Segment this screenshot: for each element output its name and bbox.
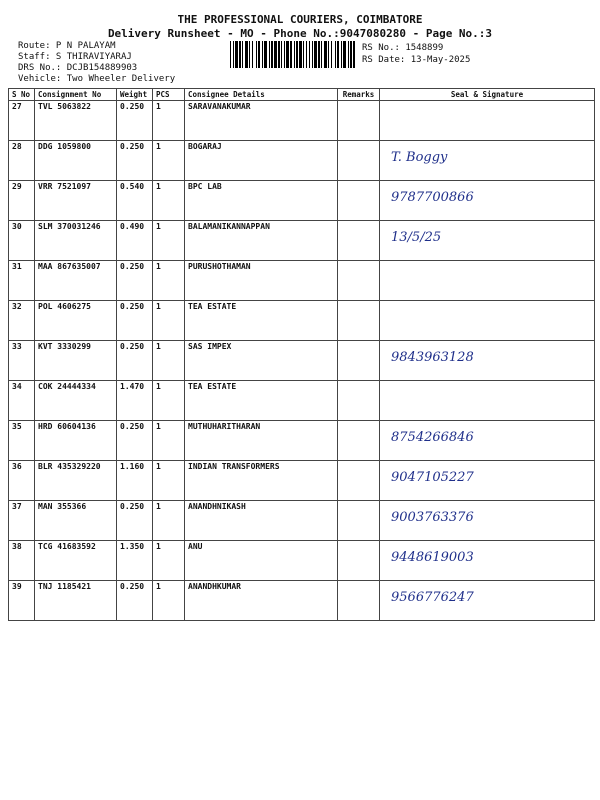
- table-row: [9, 101, 595, 141]
- table-row: [9, 541, 595, 581]
- cell-remarks: [338, 581, 380, 621]
- cell-sno: 31: [9, 261, 35, 301]
- cell-remarks: [338, 381, 380, 421]
- handwritten-signature: 9566776247: [391, 590, 474, 605]
- handwritten-signature: 9003763376: [391, 510, 474, 525]
- cell-remarks: [338, 261, 380, 301]
- staff-label: Staff: S THIRAVIYARAJ: [18, 52, 132, 62]
- cell-signature: [380, 581, 595, 621]
- vehicle-label: Vehicle: Two Wheeler Delivery: [18, 74, 176, 84]
- cell-sno: 30: [9, 221, 35, 261]
- cell-consignment: POL 4606275: [35, 301, 117, 341]
- runsheet-subtitle: Delivery Runsheet - MO - Phone No.:9047080280 - Page No.:3: [107, 27, 493, 40]
- cell-remarks: [338, 541, 380, 581]
- cell-signature: [380, 381, 595, 421]
- cell-sno: 32: [9, 301, 35, 341]
- cell-signature: [380, 181, 595, 221]
- cell-pcs: 1: [153, 261, 185, 301]
- cell-sno: 34: [9, 381, 35, 421]
- cell-consignee: ANANDHKUMAR: [185, 581, 338, 621]
- col-consignee: Consignee Details: [185, 89, 338, 101]
- cell-weight: 0.250: [117, 501, 153, 541]
- table-row: [9, 341, 595, 381]
- col-remarks: Remarks: [338, 89, 380, 101]
- cell-weight: 0.250: [117, 101, 153, 141]
- table-row: [9, 461, 595, 501]
- cell-signature: [380, 141, 595, 181]
- route-label: Route: P N PALAYAM: [18, 41, 116, 51]
- handwritten-signature: 9843963128: [391, 350, 474, 365]
- cell-consignee: BPC LAB: [185, 181, 338, 221]
- cell-consignment: COK 24444334: [35, 381, 117, 421]
- cell-consignee: INDIAN TRANSFORMERS: [185, 461, 338, 501]
- cell-pcs: 1: [153, 541, 185, 581]
- cell-remarks: [338, 221, 380, 261]
- cell-pcs: 1: [153, 501, 185, 541]
- cell-pcs: 1: [153, 301, 185, 341]
- cell-consignment: HRD 60604136: [35, 421, 117, 461]
- col-consignment: Consignment No: [35, 89, 117, 101]
- cell-consignee: BALAMANIKANNAPPAN: [185, 221, 338, 261]
- cell-weight: 0.250: [117, 421, 153, 461]
- cell-weight: 0.490: [117, 221, 153, 261]
- cell-consignee: TEA ESTATE: [185, 381, 338, 421]
- cell-weight: 0.250: [117, 301, 153, 341]
- cell-pcs: 1: [153, 381, 185, 421]
- cell-remarks: [338, 461, 380, 501]
- col-sno: S No: [9, 89, 35, 101]
- cell-weight: 0.250: [117, 261, 153, 301]
- rs-date: RS Date: 13-May-2025: [362, 55, 471, 65]
- table-row: [9, 501, 595, 541]
- cell-signature: [380, 301, 595, 341]
- cell-consignment: TCG 41683592: [35, 541, 117, 581]
- cell-sno: 36: [9, 461, 35, 501]
- cell-remarks: [338, 301, 380, 341]
- cell-consignment: KVT 3330299: [35, 341, 117, 381]
- cell-consignment: DDG 1059800: [35, 141, 117, 181]
- handwritten-signature: 13/5/25: [391, 230, 442, 245]
- handwritten-signature: 9787700866: [391, 190, 474, 205]
- cell-remarks: [338, 141, 380, 181]
- cell-weight: 0.540: [117, 181, 153, 221]
- cell-consignment: MAN 355366: [35, 501, 117, 541]
- table-row: [9, 221, 595, 261]
- table-row: [9, 261, 595, 301]
- cell-sno: 33: [9, 341, 35, 381]
- cell-consignment: SLM 370031246: [35, 221, 117, 261]
- cell-sno: 35: [9, 421, 35, 461]
- cell-weight: 1.470: [117, 381, 153, 421]
- cell-pcs: 1: [153, 341, 185, 381]
- cell-pcs: 1: [153, 181, 185, 221]
- cell-signature: [380, 101, 595, 141]
- cell-pcs: 1: [153, 421, 185, 461]
- cell-signature: [380, 221, 595, 261]
- handwritten-signature: 8754266846: [391, 430, 474, 445]
- cell-consignee: ANU: [185, 541, 338, 581]
- table-row: [9, 381, 595, 421]
- cell-weight: 1.160: [117, 461, 153, 501]
- col-signature: Seal & Signature: [380, 89, 595, 101]
- cell-consignee: SARAVANAKUMAR: [185, 101, 338, 141]
- cell-remarks: [338, 501, 380, 541]
- cell-sno: 39: [9, 581, 35, 621]
- drs-label: DRS No.: DCJB154889903: [18, 63, 138, 73]
- cell-remarks: [338, 181, 380, 221]
- cell-weight: 0.250: [117, 141, 153, 181]
- cell-consignee: TEA ESTATE: [185, 301, 338, 341]
- company-title: THE PROFESSIONAL COURIERS, COIMBATORE: [177, 13, 423, 26]
- cell-consignment: MAA 867635007: [35, 261, 117, 301]
- cell-pcs: 1: [153, 221, 185, 261]
- cell-weight: 0.250: [117, 341, 153, 381]
- cell-consignment: TNJ 1185421: [35, 581, 117, 621]
- table-row: [9, 181, 595, 221]
- cell-consignee: PURUSHOTHAMAN: [185, 261, 338, 301]
- cell-sno: 38: [9, 541, 35, 581]
- col-weight: Weight: [117, 89, 153, 101]
- cell-remarks: [338, 101, 380, 141]
- cell-consignment: VRR 7521097: [35, 181, 117, 221]
- handwritten-signature: T. Boggy: [391, 150, 448, 165]
- cell-sno: 27: [9, 101, 35, 141]
- handwritten-signature: 9047105227: [391, 470, 474, 485]
- cell-remarks: [338, 421, 380, 461]
- cell-sno: 29: [9, 181, 35, 221]
- cell-consignment: BLR 435329220: [35, 461, 117, 501]
- col-pcs: PCS: [153, 89, 185, 101]
- table-row: [9, 421, 595, 461]
- cell-pcs: 1: [153, 101, 185, 141]
- cell-pcs: 1: [153, 581, 185, 621]
- cell-consignment: TVL 5063822: [35, 101, 117, 141]
- cell-signature: [380, 461, 595, 501]
- cell-signature: [380, 341, 595, 381]
- rs-number: RS No.: 1548899: [362, 43, 444, 53]
- cell-signature: [380, 261, 595, 301]
- table-row: [9, 301, 595, 341]
- table-row: [9, 141, 595, 181]
- barcode-image: [230, 41, 355, 68]
- cell-sno: 37: [9, 501, 35, 541]
- cell-sno: 28: [9, 141, 35, 181]
- cell-consignee: BOGARAJ: [185, 141, 338, 181]
- table-header-row: [9, 89, 595, 101]
- handwritten-signature: 9448619003: [391, 550, 474, 565]
- cell-signature: [380, 501, 595, 541]
- cell-consignee: SAS IMPEX: [185, 341, 338, 381]
- cell-weight: 1.350: [117, 541, 153, 581]
- cell-weight: 0.250: [117, 581, 153, 621]
- cell-pcs: 1: [153, 141, 185, 181]
- cell-consignee: ANANDHNIKASH: [185, 501, 338, 541]
- cell-signature: [380, 421, 595, 461]
- table-row: [9, 581, 595, 621]
- runsheet-table: [8, 88, 595, 621]
- cell-remarks: [338, 341, 380, 381]
- cell-pcs: 1: [153, 461, 185, 501]
- cell-consignee: MUTHUHARITHARAN: [185, 421, 338, 461]
- cell-signature: [380, 541, 595, 581]
